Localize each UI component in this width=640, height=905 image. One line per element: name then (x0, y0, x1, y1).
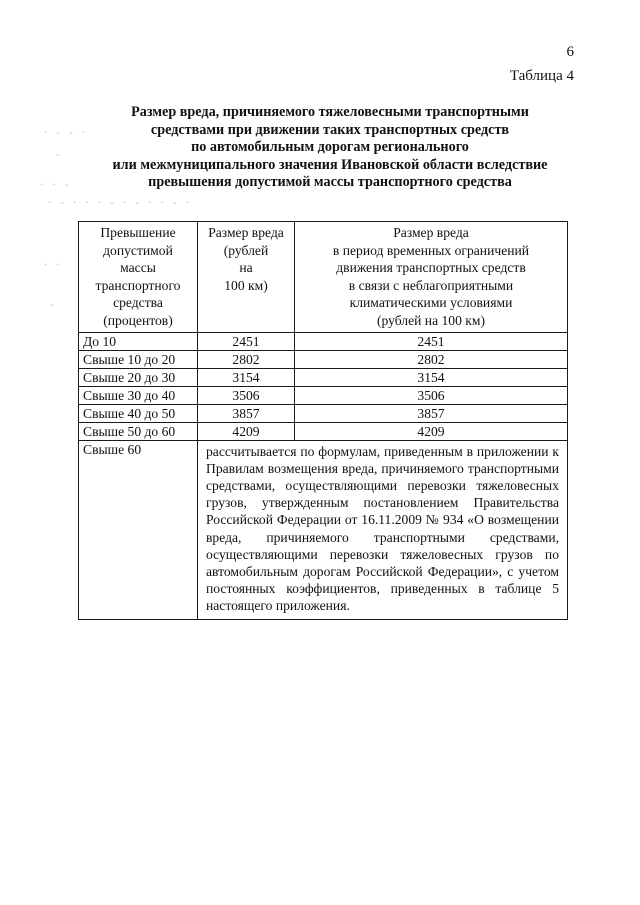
title-line: по автомобильным дорогам регионального (191, 139, 469, 156)
header-line: транспортного (95, 277, 181, 293)
row-damage-restricted: 4209 (295, 422, 568, 440)
row-category: Свыше 60 (79, 440, 198, 619)
header-line: допустимой (103, 242, 173, 258)
header-line: Превышение (100, 225, 176, 240)
header-line: на (239, 260, 253, 276)
table-row (79, 404, 568, 422)
row-damage-normal: 3506 (198, 386, 295, 404)
header-damage-restricted (295, 222, 568, 333)
header-line: (рублей (223, 242, 269, 258)
row-category: Свыше 50 до 60 (79, 422, 198, 440)
row-damage-normal: 4209 (198, 422, 295, 440)
header-damage-amount (198, 222, 295, 333)
title-line: средствами при движении таких транспортных средств (150, 121, 510, 138)
header-line: массы (120, 260, 156, 276)
table-row (79, 386, 568, 404)
header-line: в период временных ограничений (332, 242, 530, 258)
header-excess-mass (79, 222, 198, 333)
row-damage-normal: 3154 (198, 368, 295, 386)
page-number: 6 (566, 44, 574, 60)
row-category: Свыше 20 до 30 (79, 368, 198, 386)
table-label: Таблица 4 (509, 68, 574, 84)
row-category: До 10 (79, 332, 198, 350)
row-category: Свыше 10 до 20 (79, 350, 198, 368)
damage-table (78, 221, 568, 620)
title-line: Размер вреда, причиняемого тяжеловесными транспортными (131, 104, 529, 120)
table-row-last (79, 440, 568, 619)
header-line: 100 км) (224, 277, 268, 293)
scan-artifact: - (56, 150, 63, 161)
row-damage-normal: 2451 (198, 332, 295, 350)
scan-artifact: · · (44, 260, 63, 271)
header-line: в связи с неблагоприятными (348, 277, 514, 293)
header-line: Размер вреда (208, 225, 284, 240)
header-line: Размер вреда (393, 225, 469, 240)
scan-artifact: - (50, 300, 57, 311)
row-category: Свыше 30 до 40 (79, 386, 198, 404)
scan-artifact: · - · · · - · - · · - · (48, 198, 192, 209)
header-line: климатическими условиями (349, 295, 513, 311)
row-damage-restricted: 3506 (295, 386, 568, 404)
row-damage-restricted: 2451 (295, 332, 568, 350)
row-damage-restricted: 3857 (295, 404, 568, 422)
table-row (79, 368, 568, 386)
row-damage-restricted: 3154 (295, 368, 568, 386)
row-calculation-note: рассчитывается по формулам, приведенным в приложении к Правилам возмещения вреда, причиняемого транспортными средствами, осуществляющими перевозки тяжеловесных грузов, утвержденным постановлением Правительства Российской Федерации от 16.11.2009 № 934 «О возмещении вреда, причиняемого транспортными средствами, осуществляющими перевозки тяжеловесных грузов по автомобильным дорогам Российской Федерации», с учетом постоянных коэффициентов, приведенных в таблице 5 настоящего приложения. (198, 440, 568, 619)
header-line: движения транспортных средств (336, 260, 526, 276)
table-title (70, 104, 590, 192)
table-header-row (79, 222, 568, 333)
row-category: Свыше 40 до 50 (79, 404, 198, 422)
header-line: (процентов) (103, 312, 173, 328)
table-row (79, 332, 568, 350)
title-line: превышения допустимой массы транспортного средства (148, 174, 512, 191)
header-line: средства (113, 295, 163, 311)
row-damage-normal: 2802 (198, 350, 295, 368)
title-line: или межмуниципального значения Ивановской области вследствие (112, 156, 548, 173)
row-damage-normal: 3857 (198, 404, 295, 422)
table-row (79, 422, 568, 440)
scan-artifact: · - - · (44, 128, 89, 139)
table-row (79, 350, 568, 368)
row-damage-restricted: 2802 (295, 350, 568, 368)
scan-artifact: · · - (40, 180, 72, 191)
header-line: (рублей на 100 км) (376, 312, 486, 328)
